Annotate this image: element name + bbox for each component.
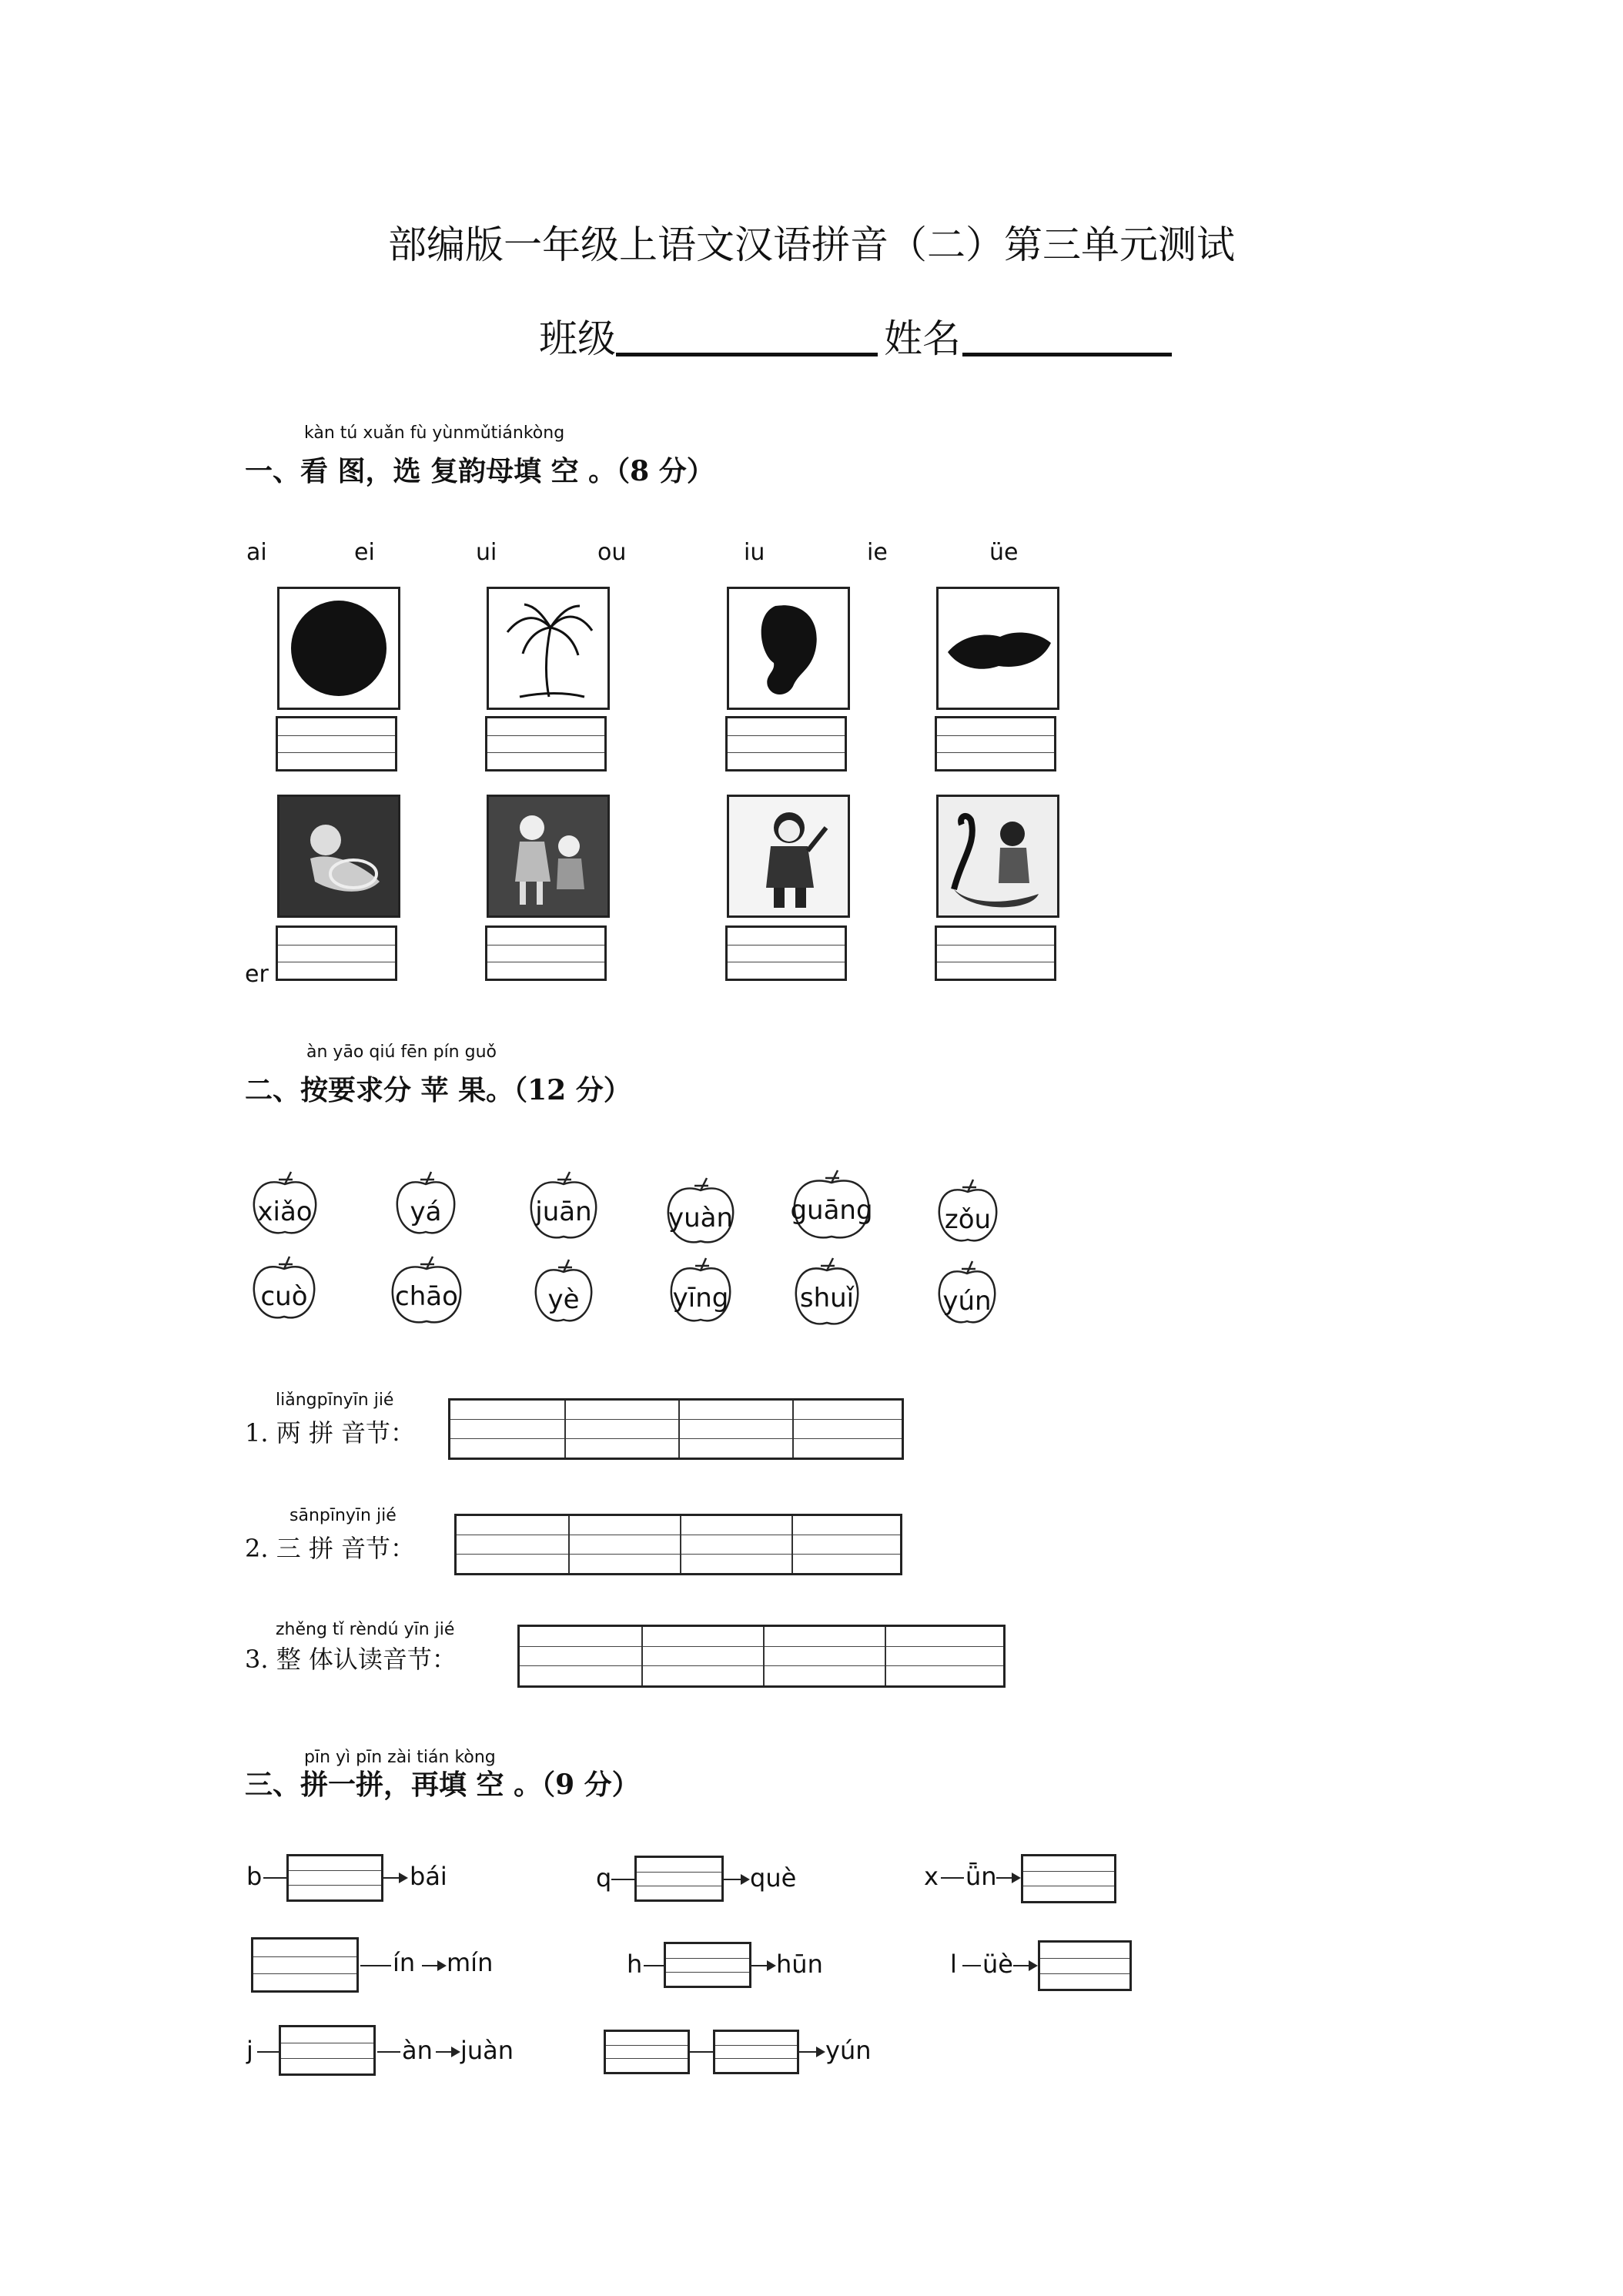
apple-syllable: yīng: [672, 1283, 729, 1314]
vowel-ue: üe: [989, 539, 1019, 566]
initial-b: b: [246, 1862, 263, 1891]
section2-heading: 二、按要求分 苹 果。（12 分）: [245, 1074, 631, 1106]
children-holding-hands-picture: [487, 795, 610, 918]
apple-syllable: yún: [942, 1286, 992, 1317]
arrow-icon: [751, 1965, 775, 1966]
name-blank-line[interactable]: [962, 353, 1172, 356]
connector-line: [690, 2051, 713, 2053]
answer-box-child-swimming[interactable]: [276, 925, 397, 981]
result-bai: bái: [410, 1862, 447, 1891]
answer-box-girl-waving[interactable]: [725, 925, 847, 981]
name-label: 姓名: [884, 316, 961, 361]
answer-box-leaf[interactable]: [935, 716, 1056, 771]
class-blank-line[interactable]: [616, 353, 878, 356]
blank-xun[interactable]: [1021, 1854, 1116, 1903]
answer-box-palm-tree[interactable]: [485, 716, 607, 771]
apple-item[interactable]: [387, 1255, 467, 1329]
answer-box-boy-with-swan[interactable]: [935, 925, 1056, 981]
arrow-icon: [422, 1965, 445, 1966]
vowel-ai: ai: [246, 539, 267, 566]
result-hun: hūn: [776, 1950, 823, 1979]
vowel-ie: ie: [867, 539, 888, 566]
blank-juan[interactable]: [279, 2025, 376, 2076]
apple-item[interactable]: [790, 1257, 864, 1330]
apple-syllable: yè: [547, 1284, 580, 1315]
initial-x: x: [924, 1862, 939, 1891]
connector-line: [611, 1879, 634, 1880]
result-que: què: [750, 1863, 797, 1893]
vowel-ui: ui: [476, 539, 497, 566]
result-juan: juàn: [460, 2036, 514, 2065]
q1-pinyin: liǎngpīnyīn jié: [276, 1391, 394, 1410]
apple-syllable: zǒu: [944, 1204, 992, 1235]
connector-line: [644, 1965, 664, 1966]
vowel-iu: iu: [744, 539, 765, 566]
apple-item[interactable]: [665, 1257, 736, 1327]
q3-pinyin: zhěng tǐ rèndú yīn jié: [276, 1620, 455, 1639]
blank-yun-final[interactable]: [713, 2030, 799, 2074]
initial-j: j: [246, 2036, 253, 2065]
connector-line: [263, 1877, 286, 1879]
connector-line: [377, 2051, 400, 2053]
result-yun: yún: [825, 2036, 872, 2065]
blank-b-bai[interactable]: [286, 1854, 383, 1902]
answer-box-children-holding-hands[interactable]: [485, 925, 607, 981]
apple-syllable: yuàn: [668, 1203, 734, 1233]
apple-item[interactable]: [933, 1260, 1001, 1329]
arrow-icon: [436, 2051, 459, 2053]
arrow-icon: [724, 1879, 748, 1880]
final-in: ín: [393, 1948, 416, 1977]
arrow-icon: [799, 2051, 824, 2053]
palm-tree-picture: [487, 587, 610, 710]
initial-h: h: [627, 1950, 643, 1979]
girl-waving-picture: [727, 795, 850, 918]
final-ue: üè: [982, 1950, 1013, 1979]
blank-hun[interactable]: [664, 1942, 751, 1988]
class-label: 班级: [539, 316, 616, 361]
arrow-icon: [996, 1877, 1019, 1879]
vowel-er: er: [245, 961, 269, 988]
arrow-icon: [383, 1877, 407, 1879]
apple-item[interactable]: [248, 1255, 320, 1324]
answer-box-moon[interactable]: [276, 716, 397, 771]
apple-item[interactable]: [391, 1170, 460, 1240]
apple-item[interactable]: [525, 1170, 602, 1244]
section2-pinyin: àn yāo qiú fēn pín guǒ: [306, 1043, 497, 1062]
apple-syllable: xiǎo: [257, 1197, 313, 1227]
connector-line: [941, 1877, 964, 1879]
apple-syllable: yá: [410, 1197, 442, 1227]
section3-heading: 三、拼一拼，再填 空 。（9 分）: [245, 1769, 640, 1801]
apple-item[interactable]: [788, 1169, 875, 1244]
apple-item[interactable]: [248, 1170, 322, 1240]
leaf-picture: [936, 587, 1059, 710]
section3-pinyin: pīn yì pīn zài tián kòng: [304, 1748, 496, 1767]
child-swimming-picture: [277, 795, 400, 918]
q3-answer-grid[interactable]: [517, 1625, 1006, 1688]
vowel-ou: ou: [597, 539, 627, 566]
arrow-icon: [1013, 1965, 1036, 1966]
apple-syllable: juān: [535, 1197, 592, 1227]
boy-with-swan-picture: [936, 795, 1059, 918]
connector-line: [360, 1965, 391, 1966]
q3-label: 3. 整 体认读音节：: [245, 1645, 457, 1674]
section1-heading: 一、看 图，选 复韵母填 空 。（8 分）: [245, 455, 714, 487]
connector-line: [257, 2051, 279, 2053]
apple-syllable: cuò: [260, 1281, 308, 1312]
apple-syllable: chāo: [395, 1281, 458, 1312]
vowel-ei: ei: [354, 539, 375, 566]
blank-lue[interactable]: [1038, 1940, 1132, 1991]
connector-line: [962, 1965, 981, 1966]
final-an: àn: [402, 2036, 433, 2065]
ear-picture: [727, 587, 850, 710]
result-min: mín: [447, 1948, 494, 1977]
final-un: ǖn: [965, 1862, 997, 1891]
blank-q-que[interactable]: [634, 1856, 724, 1902]
moon-picture: [277, 587, 400, 710]
q2-label: 2. 三 拼 音节：: [245, 1534, 416, 1563]
page-title: 部编版一年级上语文汉语拼音（二）第三单元测试: [388, 223, 1235, 267]
section1-pinyin: kàn tú xuǎn fù yùnmǔtiánkòng: [304, 423, 565, 443]
blank-yun-initial[interactable]: [604, 2030, 690, 2074]
apple-item[interactable]: [933, 1178, 1002, 1247]
apple-syllable: shuǐ: [799, 1283, 855, 1314]
apple-item[interactable]: [530, 1258, 597, 1327]
q1-answer-grid[interactable]: [448, 1398, 904, 1460]
q2-answer-grid[interactable]: [454, 1514, 902, 1575]
answer-box-ear[interactable]: [725, 716, 847, 771]
apple-item[interactable]: [662, 1176, 739, 1249]
initial-l: l: [950, 1950, 957, 1979]
q2-pinyin: sānpīnyīn jié: [289, 1506, 397, 1525]
blank-min[interactable]: [251, 1937, 359, 1993]
initial-q: q: [596, 1863, 612, 1893]
apple-syllable: guāng: [790, 1195, 873, 1226]
q1-label: 1. 两 拼 音节：: [245, 1418, 416, 1448]
